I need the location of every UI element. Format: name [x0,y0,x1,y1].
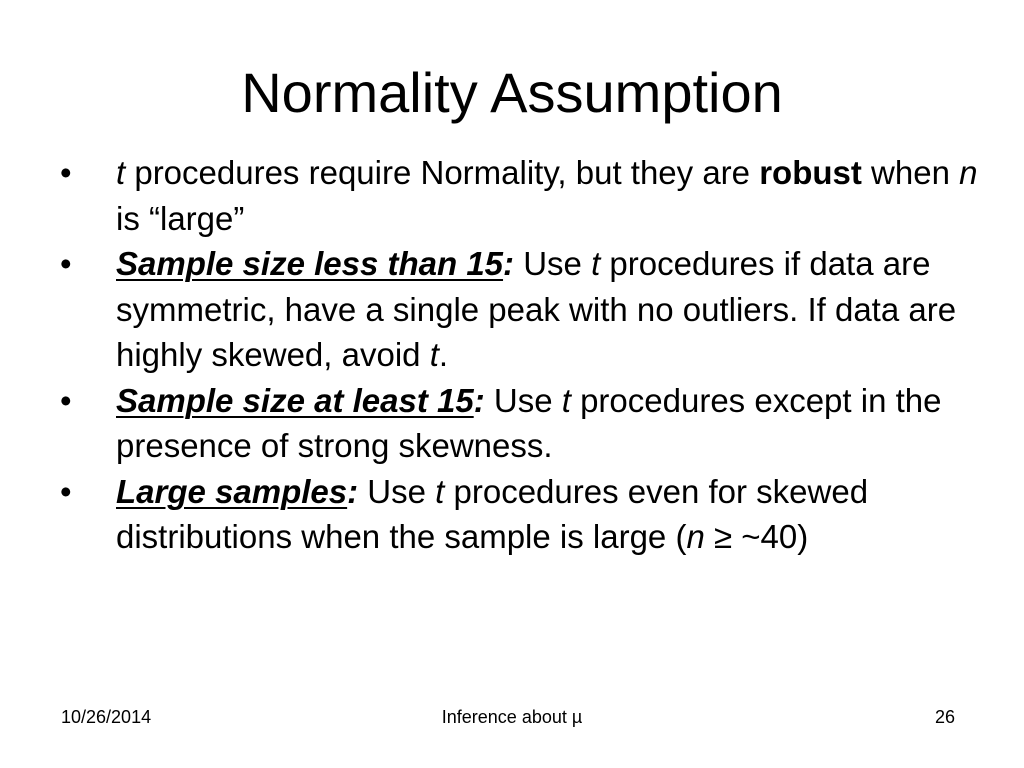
bullet-text: . [438,336,449,373]
heading-colon: : [503,245,515,282]
n-symbol: n [959,154,978,191]
robust-term: robust [759,154,862,191]
bullet-heading: Sample size at least 15 [116,381,474,419]
bullet-icon: • [60,154,72,191]
footer-title: Inference about µ [441,707,583,727]
t-symbol: t [561,381,571,419]
bullet-icon: • [60,381,72,419]
t-symbol: t [429,336,439,373]
bullet-text: procedures except in the presence of strong skewness. [116,381,942,464]
bullet-text: when [861,154,960,191]
t-symbol: t [435,472,445,510]
slide-title: Normality Assumption [241,61,783,124]
bullet-text: procedures if data are symmetric, have a single peak with no outliers. If data are highly skewed, avoid [116,245,957,373]
t-symbol: t [591,245,601,282]
bullet-text: Use [484,381,562,419]
footer-date: 10/26/2014 [61,707,152,727]
n-symbol: n [686,518,705,555]
bullet-icon: • [60,472,72,510]
bullet-list [60,150,990,560]
bullet-text: Use [514,245,592,282]
bullet-item-large-sample [60,469,990,560]
bullet-heading: Sample size less than 15 [116,245,504,282]
bullet-item-medium-sample [60,378,990,469]
heading-colon: : [347,472,359,510]
bullet-item-robustness [60,150,990,241]
t-symbol: t [116,154,126,191]
bullet-heading: Large samples [116,472,348,510]
bullet-icon: • [60,245,72,282]
bullet-item-small-sample [60,241,990,378]
page-number: 26 [935,707,956,727]
bullet-text: is “large” [116,199,245,237]
heading-colon: : [473,381,485,419]
bullet-text: procedures require Normality, but they are [125,154,760,191]
bullet-text: procedures even for skewed distributions when the sample is large ( [116,472,869,555]
bullet-text: ≥ ~40) [704,518,809,555]
bullet-text: Use [358,472,436,510]
